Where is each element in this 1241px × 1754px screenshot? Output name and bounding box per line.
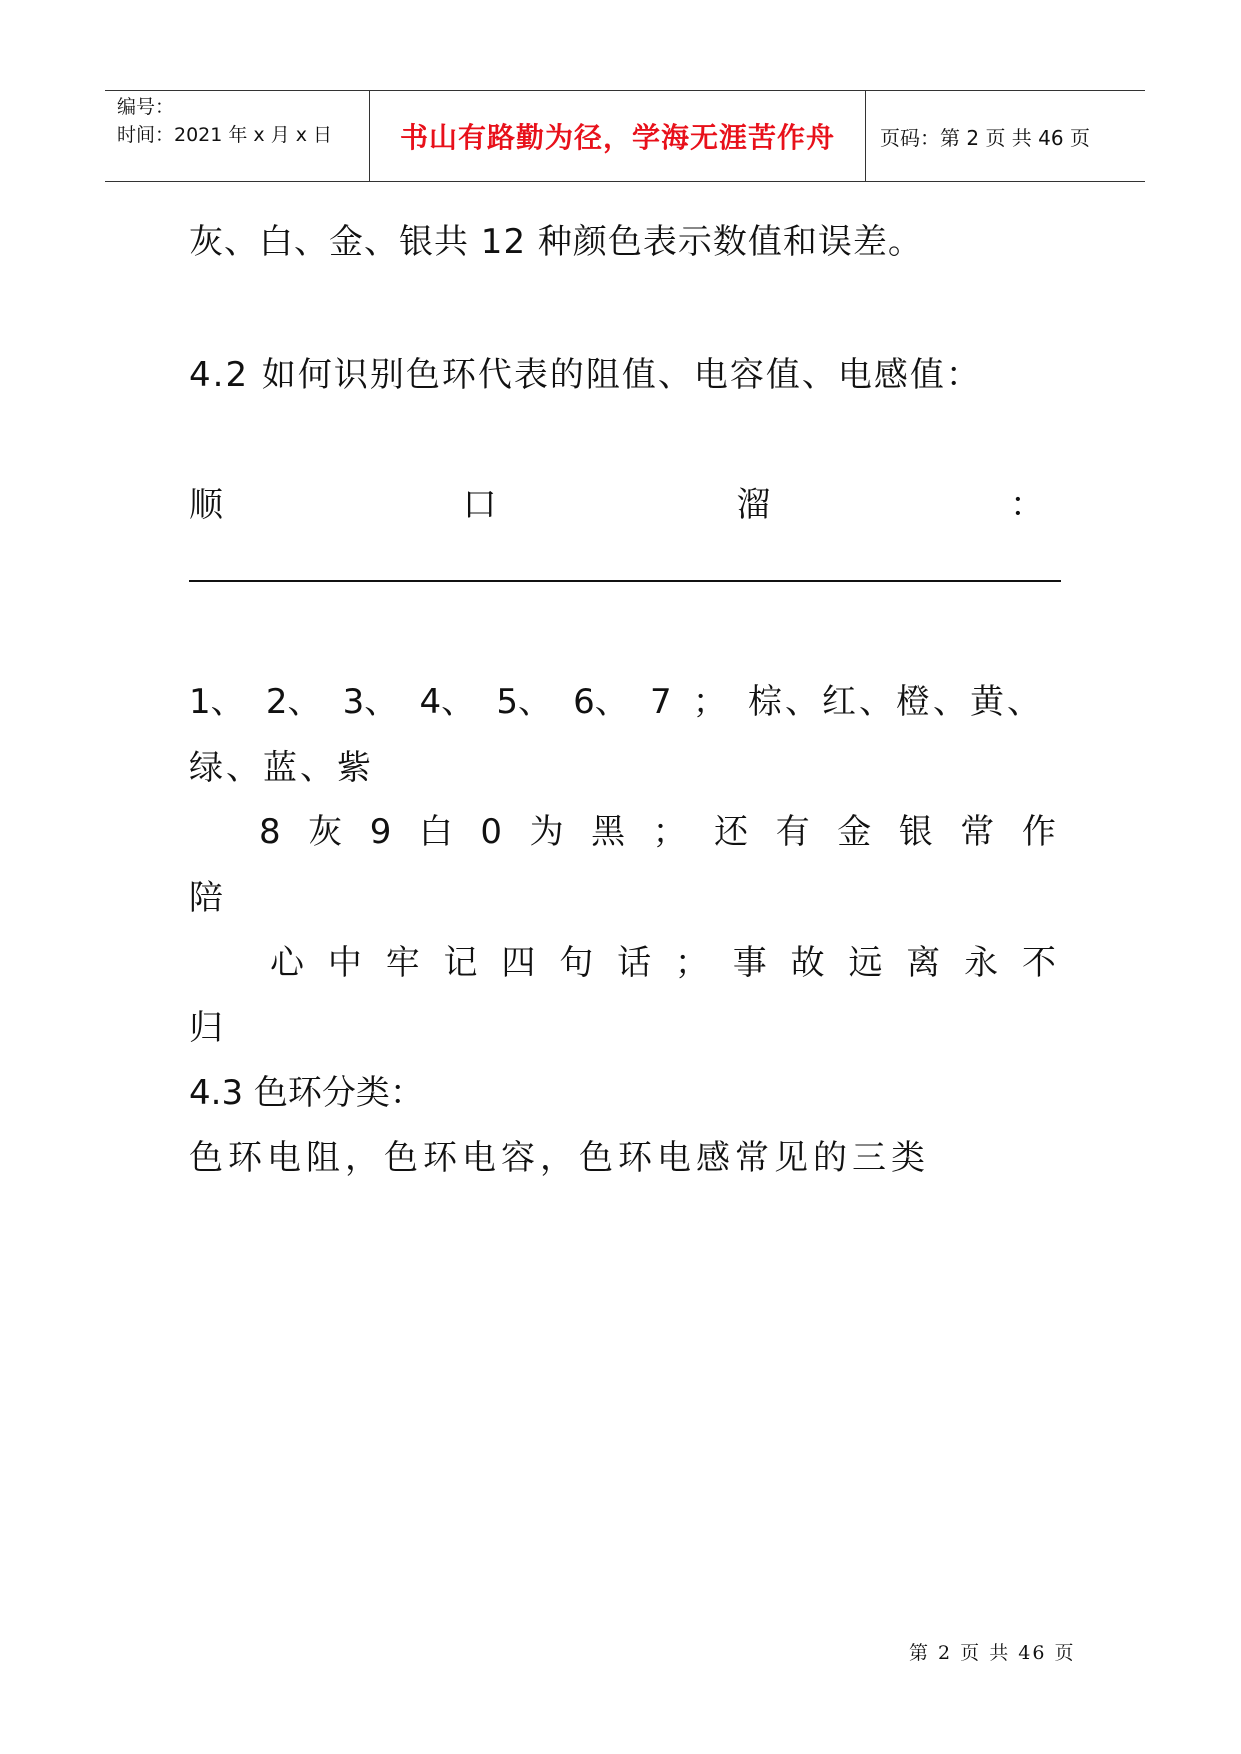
page-header xyxy=(105,90,1145,182)
token: 灰 xyxy=(308,812,343,852)
token: 中 xyxy=(327,943,362,983)
token: 6、 xyxy=(573,682,629,722)
token: 有 xyxy=(775,812,810,852)
token: 话 xyxy=(617,943,652,983)
mnemonic-char: 溜 xyxy=(736,485,771,525)
token: 故 xyxy=(790,943,825,983)
mnemonic-char: 口 xyxy=(462,485,497,525)
mnemonic-char: 顺 xyxy=(189,485,223,525)
classes-text: 色环电阻，色环电容，色环电感常见的三类 xyxy=(189,1138,930,1178)
token: 常 xyxy=(960,812,995,852)
token: 4、 xyxy=(419,682,476,722)
token: 银 xyxy=(898,812,933,852)
text-line-1: 灰、白、金、银共 12 种颜色表示数值和误差。 xyxy=(189,222,923,262)
token: 牢 xyxy=(385,943,420,983)
header-time: 时间：2021 年 x 月 x 日 xyxy=(117,124,333,146)
header-number: 编号： xyxy=(117,96,175,118)
token: 9 xyxy=(369,812,392,852)
token: 2、 xyxy=(265,682,322,722)
token: 5、 xyxy=(496,682,552,722)
token: 句 xyxy=(559,943,594,983)
token: 棕、红、橙、黄、 xyxy=(747,682,1044,722)
mnemonic-line-colors-end: 绿、蓝、紫 xyxy=(189,748,374,788)
mnemonic-line-gray-end: 陪 xyxy=(189,878,223,918)
token: 不 xyxy=(1021,943,1056,983)
mnemonic-line-digits xyxy=(189,682,1044,722)
mnemonic-char: ： xyxy=(1009,485,1044,525)
token: 7 xyxy=(649,682,672,722)
mnemonic-line-gray xyxy=(259,812,1056,852)
mnemonic-line-heart xyxy=(270,943,1056,983)
section-heading-4-2: 4.2 如何识别色环代表的阻值、电容值、电感值： xyxy=(189,355,982,395)
token: 白 xyxy=(418,812,453,852)
token: 3、 xyxy=(342,682,399,722)
token: ； xyxy=(674,943,709,983)
token: 1、 xyxy=(189,682,245,722)
underline-rule xyxy=(189,580,1061,582)
token: 为 xyxy=(529,812,564,852)
token: 远 xyxy=(848,943,883,983)
header-meta xyxy=(105,91,370,181)
token: 事 xyxy=(732,943,767,983)
section-heading-4-3: 4.3 色环分类： xyxy=(189,1073,424,1113)
header-motto: 书山有路勤为径，学海无涯苦作舟 xyxy=(370,91,866,181)
token: 永 xyxy=(964,943,999,983)
mnemonic-label xyxy=(189,485,1044,525)
mnemonic-line-heart-end: 归 xyxy=(189,1008,223,1048)
token: 作 xyxy=(1021,812,1056,852)
token: 0 xyxy=(480,812,503,852)
token: 金 xyxy=(837,812,872,852)
token: ； xyxy=(692,682,727,722)
token: 黑 xyxy=(591,812,626,852)
header-page-info: 页码：第 2 页 共 46 页 xyxy=(880,125,1090,150)
token: 心 xyxy=(270,943,304,983)
token: 8 xyxy=(259,812,281,852)
token: 记 xyxy=(443,943,478,983)
token: ； xyxy=(652,812,687,852)
page-footer: 第 2 页 共 46 页 xyxy=(909,1642,1076,1664)
token: 四 xyxy=(501,943,536,983)
token: 离 xyxy=(906,943,941,983)
token: 还 xyxy=(714,812,749,852)
